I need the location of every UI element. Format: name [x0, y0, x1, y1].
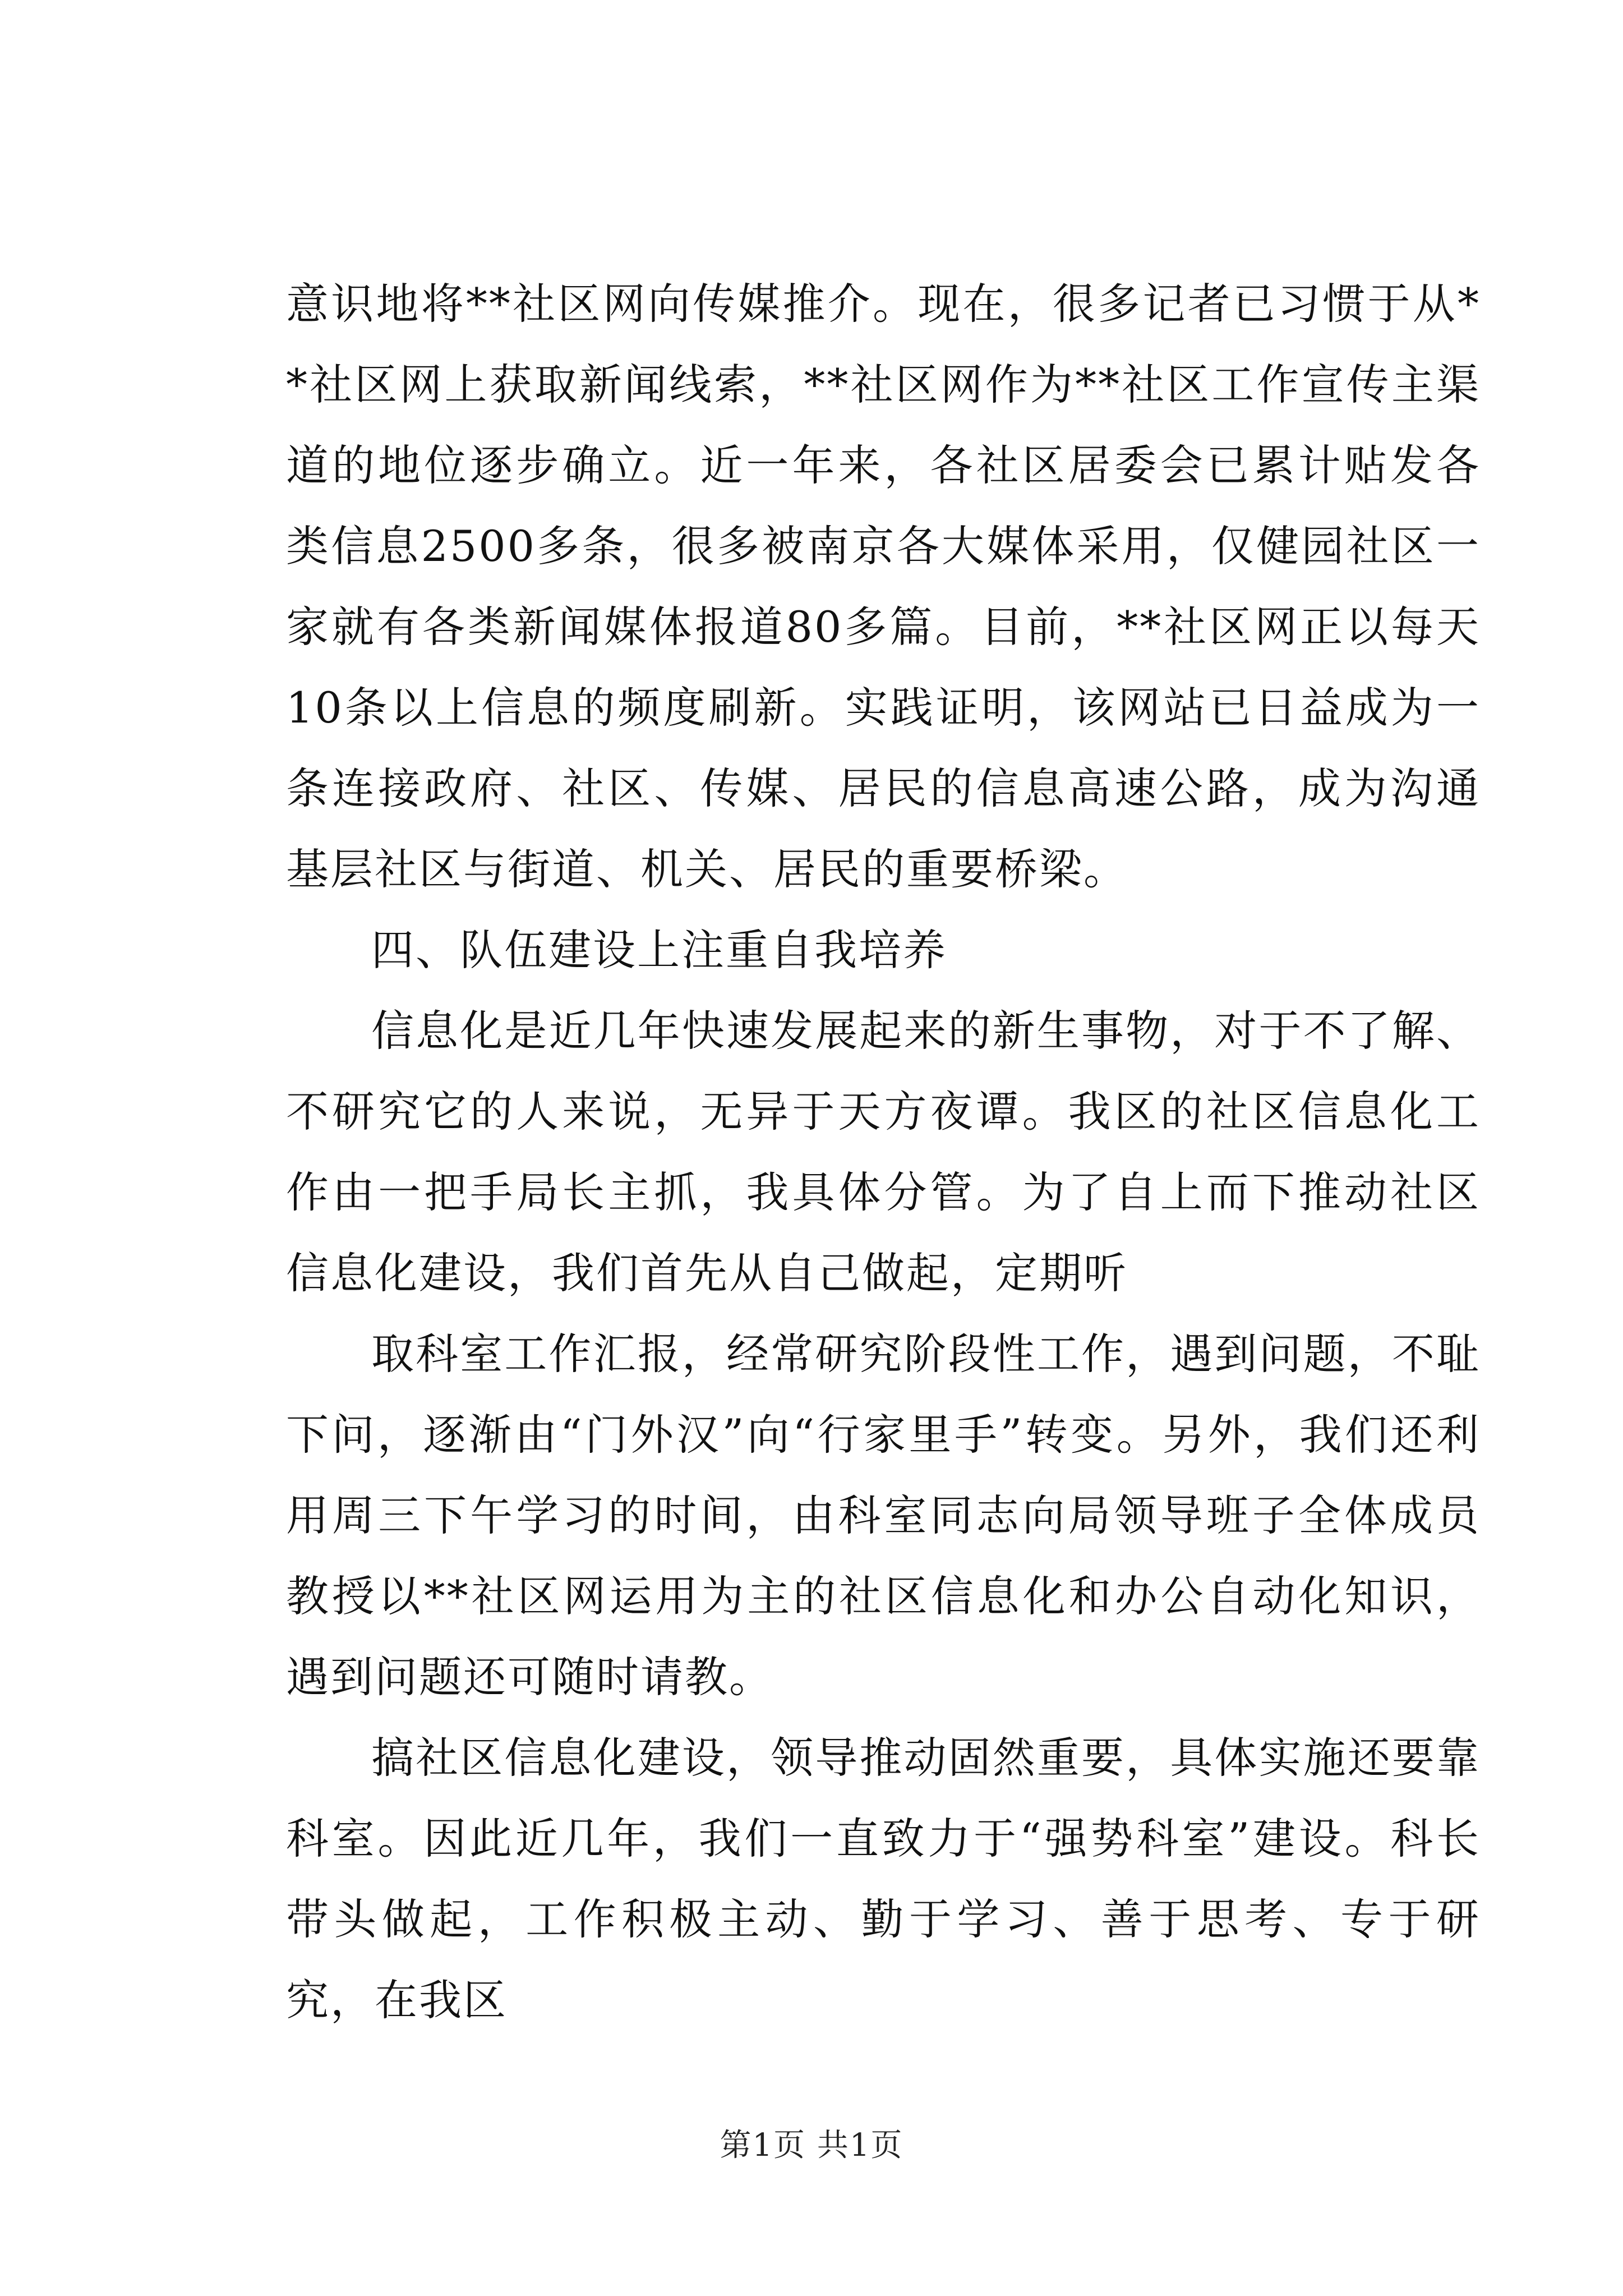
section-heading: 四、队伍建设上注重自我培养 [371, 925, 947, 975]
paragraph-1: 意识地将**社区网向传媒推介。现在，很多记者已习惯于从**社区网上获取新闻线索，**社区网作为**社区工作宣传主渠道的地位逐步确立。近一年来，各社区居委会已累计贴发各类信息2500多条，很多被南京各大媒体采用，仅健园社区一家就有各类新闻媒体报道80多篇。目前，**社区网正以每天10条以上信息的频度刷新。实践证明，该网站已日益成为一条连接政府、社区、传媒、居民的信息高速公路，成为沟通基层社区与街道、机关、居民的重要桥梁。 [286, 279, 1481, 894]
paragraph-3: 取科室工作汇报，经常研究阶段性工作，遇到问题，不耻下问，逐渐由“门外汉”向“行家里手”转变。另外，我们还利用周三下午学习的时间，由科室同志向局领导班子全体成员教授以**社区网运用为主的社区信息化和办公自动化知识，遇到问题还可随时请教。 [286, 1329, 1481, 1702]
paragraph-4: 搞社区信息化建设，领导推动固然重要，具体实施还要靠科室。因此近几年，我们一直致力于“强势科室”建设。科长带头做起，工作积极主动、勤于学习、善于思考、专于研究，在我区 [286, 1733, 1481, 2025]
document-body [286, 264, 1481, 2041]
paragraph-2: 信息化是近几年快速发展起来的新生事物，对于不了解、不研究它的人来说，无异于天方夜谭。我区的社区信息化工作由一把手局长主抓，我具体分管。为了自上而下推动社区信息化建设，我们首先从自己做起，定期听 [286, 1006, 1481, 1298]
page-footer: 第1页 共1页 [720, 2127, 903, 2164]
